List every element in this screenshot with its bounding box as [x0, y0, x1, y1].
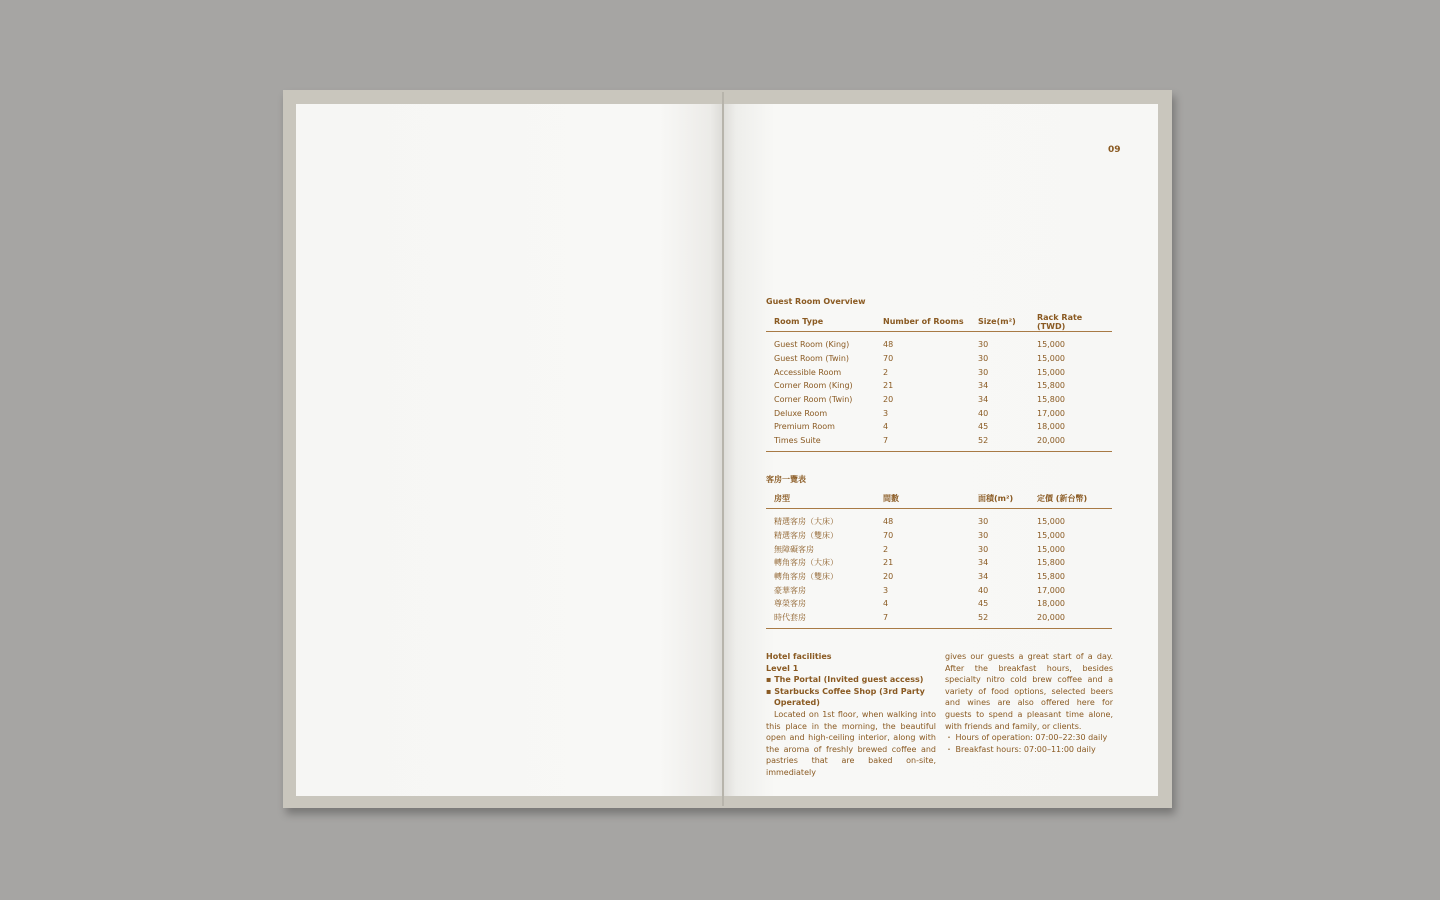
room-size-cell: 34: [978, 395, 989, 405]
overview-en-title: Guest Room Overview: [766, 297, 866, 306]
room-count-cell: 20: [883, 395, 894, 405]
table-header-row: [766, 312, 1112, 332]
room-size-cell: 40: [978, 585, 989, 595]
room-size-cell: 30: [978, 367, 989, 377]
header-count-zh: 間數: [883, 489, 978, 509]
room-size-cell: 34: [978, 381, 989, 391]
table-row: [766, 570, 1112, 584]
room-type-cell: Corner Room (Twin): [774, 395, 853, 405]
room-count-cell: 70: [883, 531, 894, 541]
table-row: [766, 379, 1112, 393]
room-type-cell: Times Suite: [766, 434, 883, 451]
header-rate: Rack Rate (TWD): [1037, 312, 1112, 332]
table-row: [766, 406, 1112, 420]
room-type-cell: 時代套房: [766, 611, 883, 628]
table-row: [766, 393, 1112, 407]
hours-of-operation: ・ Hours of operation: 07:00–22:30 daily: [945, 733, 1108, 743]
facility-description-1: Located on 1st floor, when walking into this place in the morning, the beautiful open and high-ceiling interior, along with the aroma of freshly brewed coffee and pastries that are baked on-site, immediately: [766, 709, 936, 777]
room-rate-cell: 15,000: [1037, 544, 1065, 554]
facility-description-2: gives our guests a great start of a day. After the breakfast hours, besides specialty nitro cold brew coffee and a variety of food options, selected beers and wines are also offered here for guests to spend a pleasant time alone, with friends and family, or clients.: [945, 652, 1113, 731]
room-count-cell: 48: [883, 340, 894, 350]
facility-item-starbucks: ▪ Starbucks Coffee Shop (3rd Party Operated): [766, 686, 925, 708]
header-room-type: Room Type: [766, 312, 883, 332]
room-rate-cell: 18,000: [1037, 599, 1065, 609]
table-row: [766, 542, 1112, 556]
table-row: [766, 597, 1112, 611]
room-type-cell: 轉角客房（雙床）: [774, 572, 838, 582]
header-number-of-rooms: Number of Rooms: [883, 312, 978, 332]
facilities-level: Level 1: [766, 663, 799, 673]
room-rate-cell: 15,000: [1037, 517, 1065, 527]
room-rate-cell: 15,000: [1037, 354, 1065, 364]
room-rate-cell: 20,000: [1037, 611, 1112, 628]
room-count-cell: 21: [883, 381, 894, 391]
room-type-cell: 精選客房（大床）: [774, 517, 838, 527]
room-rate-cell: 17,000: [1037, 585, 1065, 595]
room-rate-cell: 15,000: [1037, 340, 1065, 350]
room-rate-cell: 15,800: [1037, 558, 1065, 568]
room-count-cell: 70: [883, 354, 894, 364]
facilities-column-1: [766, 651, 936, 779]
room-rate-cell: 15,000: [1037, 367, 1065, 377]
book-gutter: [722, 92, 724, 806]
room-rate-cell: 17,000: [1037, 408, 1065, 418]
room-rate-cell: 20,000: [1037, 434, 1112, 451]
page-number: 09: [1108, 145, 1121, 155]
header-room-type-zh: 房型: [766, 489, 883, 509]
facilities-column-2: [945, 651, 1113, 755]
room-size-cell: 45: [978, 599, 989, 609]
room-count-cell: 3: [883, 585, 889, 595]
room-size-cell: 34: [978, 572, 989, 582]
table-row: [766, 365, 1112, 379]
header-size: Size(m²): [978, 312, 1037, 332]
room-rate-cell: 15,000: [1037, 531, 1065, 541]
table-row: [766, 332, 1112, 352]
room-size-cell: 30: [978, 531, 989, 541]
room-count-cell: 21: [883, 558, 894, 568]
overview-zh-table: [766, 489, 1112, 629]
room-type-cell: Premium Room: [774, 422, 835, 432]
table-header-row: [766, 489, 1112, 509]
room-count-cell: 7: [883, 611, 978, 628]
room-type-cell: 無障礙客房: [774, 544, 814, 554]
room-count-cell: 20: [883, 572, 894, 582]
table-row: [766, 434, 1112, 451]
room-type-cell: Guest Room (King): [774, 340, 850, 350]
room-rate-cell: 18,000: [1037, 422, 1065, 432]
room-size-cell: 45: [978, 422, 989, 432]
room-type-cell: 轉角客房（大床）: [774, 558, 838, 568]
table-row: [766, 352, 1112, 366]
room-size-cell: 30: [978, 517, 989, 527]
room-rate-cell: 15,800: [1037, 381, 1065, 391]
room-rate-cell: 15,800: [1037, 395, 1065, 405]
facilities-title: Hotel facilities: [766, 652, 832, 661]
room-count-cell: 2: [883, 367, 889, 377]
room-count-cell: 48: [883, 517, 894, 527]
table-row: [766, 583, 1112, 597]
room-size-cell: 52: [978, 611, 1037, 628]
room-count-cell: 3: [883, 408, 889, 418]
room-count-cell: 7: [883, 434, 978, 451]
breakfast-hours: ・ Breakfast hours: 07:00–11:00 daily: [945, 744, 1096, 754]
room-type-cell: 豪華客房: [774, 585, 806, 595]
table-row: [766, 529, 1112, 543]
room-type-cell: 精選客房（雙床）: [774, 531, 838, 541]
table-row: [766, 556, 1112, 570]
header-size-zh: 面積(m²): [978, 489, 1037, 509]
room-size-cell: 52: [978, 434, 1037, 451]
room-count-cell: 2: [883, 544, 889, 554]
room-type-cell: Guest Room (Twin): [774, 354, 850, 364]
room-size-cell: 40: [978, 408, 989, 418]
room-type-cell: Accessible Room: [774, 367, 842, 377]
room-count-cell: 4: [883, 422, 889, 432]
room-count-cell: 4: [883, 599, 889, 609]
room-type-cell: Deluxe Room: [774, 408, 828, 418]
table-row: [766, 509, 1112, 529]
room-rate-cell: 15,800: [1037, 572, 1065, 582]
table-row: [766, 420, 1112, 434]
room-type-cell: 尊榮客房: [774, 599, 806, 609]
overview-en-table: [766, 312, 1112, 452]
overview-zh-title: 客房一覽表: [766, 475, 806, 484]
left-page: [296, 104, 723, 796]
facility-item-portal: ▪ The Portal (Invited guest access): [766, 675, 924, 685]
room-size-cell: 30: [978, 544, 989, 554]
room-size-cell: 30: [978, 354, 989, 364]
table-row: [766, 611, 1112, 628]
room-size-cell: 34: [978, 558, 989, 568]
room-type-cell: Corner Room (King): [774, 381, 853, 391]
header-rate-zh: 定價 (新台幣): [1037, 489, 1112, 509]
room-size-cell: 30: [978, 340, 989, 350]
